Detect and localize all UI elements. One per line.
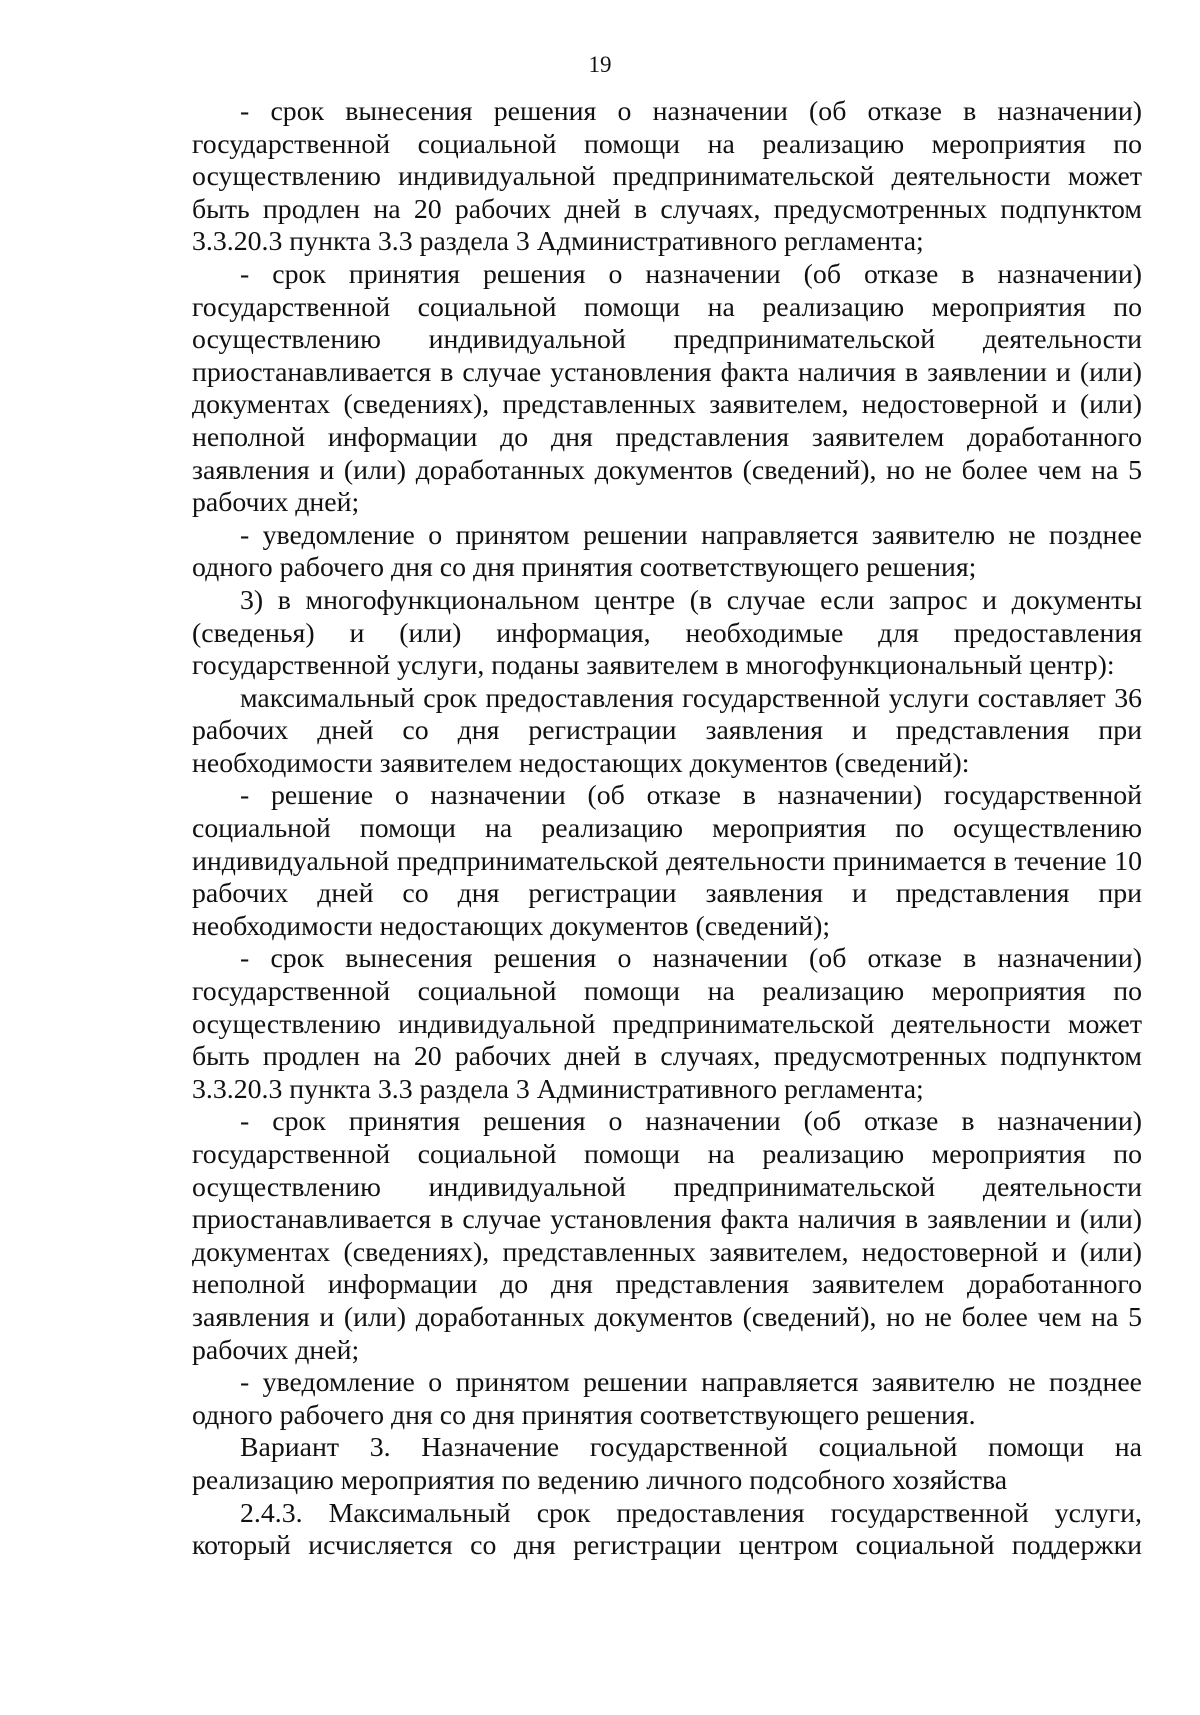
paragraph: - решение о назначении (об отказе в назначении) государственной социальной помощи на реализацию мероприятия по осуществлению индивидуальной предпринимательской деятельности принимается в течение 10 рабочих дней со дня регистрации заявления и представления при необходимости недостающих документов (сведений);	[192, 780, 1142, 942]
paragraph: - уведомление о принятом решении направляется заявителю не позднее одного рабочего дня со дня принятия соответствующего решения;	[192, 519, 1142, 584]
paragraph: - срок принятия решения о назначении (об отказе в назначении) государственной социальной помощи на реализацию мероприятия по осуществлению индивидуальной предпринимательской деятельности приостанавливается в случае установления факта наличия в заявлении и (или) документах (сведениях), представленных заявителем, недостоверной и (или) неполной информации до дня представления заявителем доработанного заявления и (или) доработанных документов (сведений), но не более чем на 5 рабочих дней;	[192, 258, 1142, 519]
paragraph: - срок вынесения решения о назначении (об отказе в назначении) государственной социальной помощи на реализацию мероприятия по осуществлению индивидуальной предпринимательской деятельности может быть продлен на 20 рабочих дней в случаях, предусмотренных подпунктом 3.3.20.3 пункта 3.3 раздела 3 Административного регламента;	[192, 943, 1142, 1105]
paragraph: максимальный срок предоставления государственной услуги составляет 36 рабочих дней со дня регистрации заявления и представления при необходимости заявителем недостающих документов (сведений):	[192, 682, 1142, 779]
document-body	[192, 96, 1142, 1563]
paragraph: - уведомление о принятом решении направляется заявителю не позднее одного рабочего дня со дня принятия соответствующего решения.	[192, 1367, 1142, 1431]
paragraph: 3) в многофункциональном центре (в случае если запрос и документы (сведенья) и (или) информация, необходимые для предоставления государственной услуги, поданы заявителем в многофункциональный центр):	[192, 584, 1142, 682]
paragraph: - срок вынесения решения о назначении (об отказе в назначении) государственной социальной помощи на реализацию мероприятия по осуществлению индивидуальной предпринимательской деятельности может быть продлен на 20 рабочих дней в случаях, предусмотренных подпунктом 3.3.20.3 пункта 3.3 раздела 3 Административного регламента;	[192, 96, 1142, 258]
paragraph-variant-heading: Вариант 3. Назначение государственной социальной помощи на реализацию мероприятия по ведению личного подсобного хозяйства	[192, 1432, 1142, 1496]
paragraph: 2.4.3. Максимальный срок предоставления государственной услуги, который исчисляется со дня регистрации центром социальной поддержки	[192, 1497, 1142, 1562]
paragraph: - срок принятия решения о назначении (об отказе в назначении) государственной социальной помощи на реализацию мероприятия по осуществлению индивидуальной предпринимательской деятельности приостанавливается в случае установления факта наличия в заявлении и (или) документах (сведениях), представленных заявителем, недостоверной и (или) неполной информации до дня представления заявителем доработанного заявления и (или) доработанных документов (сведений), но не более чем на 5 рабочих дней;	[192, 1106, 1142, 1366]
page-number: 19	[588, 52, 612, 77]
